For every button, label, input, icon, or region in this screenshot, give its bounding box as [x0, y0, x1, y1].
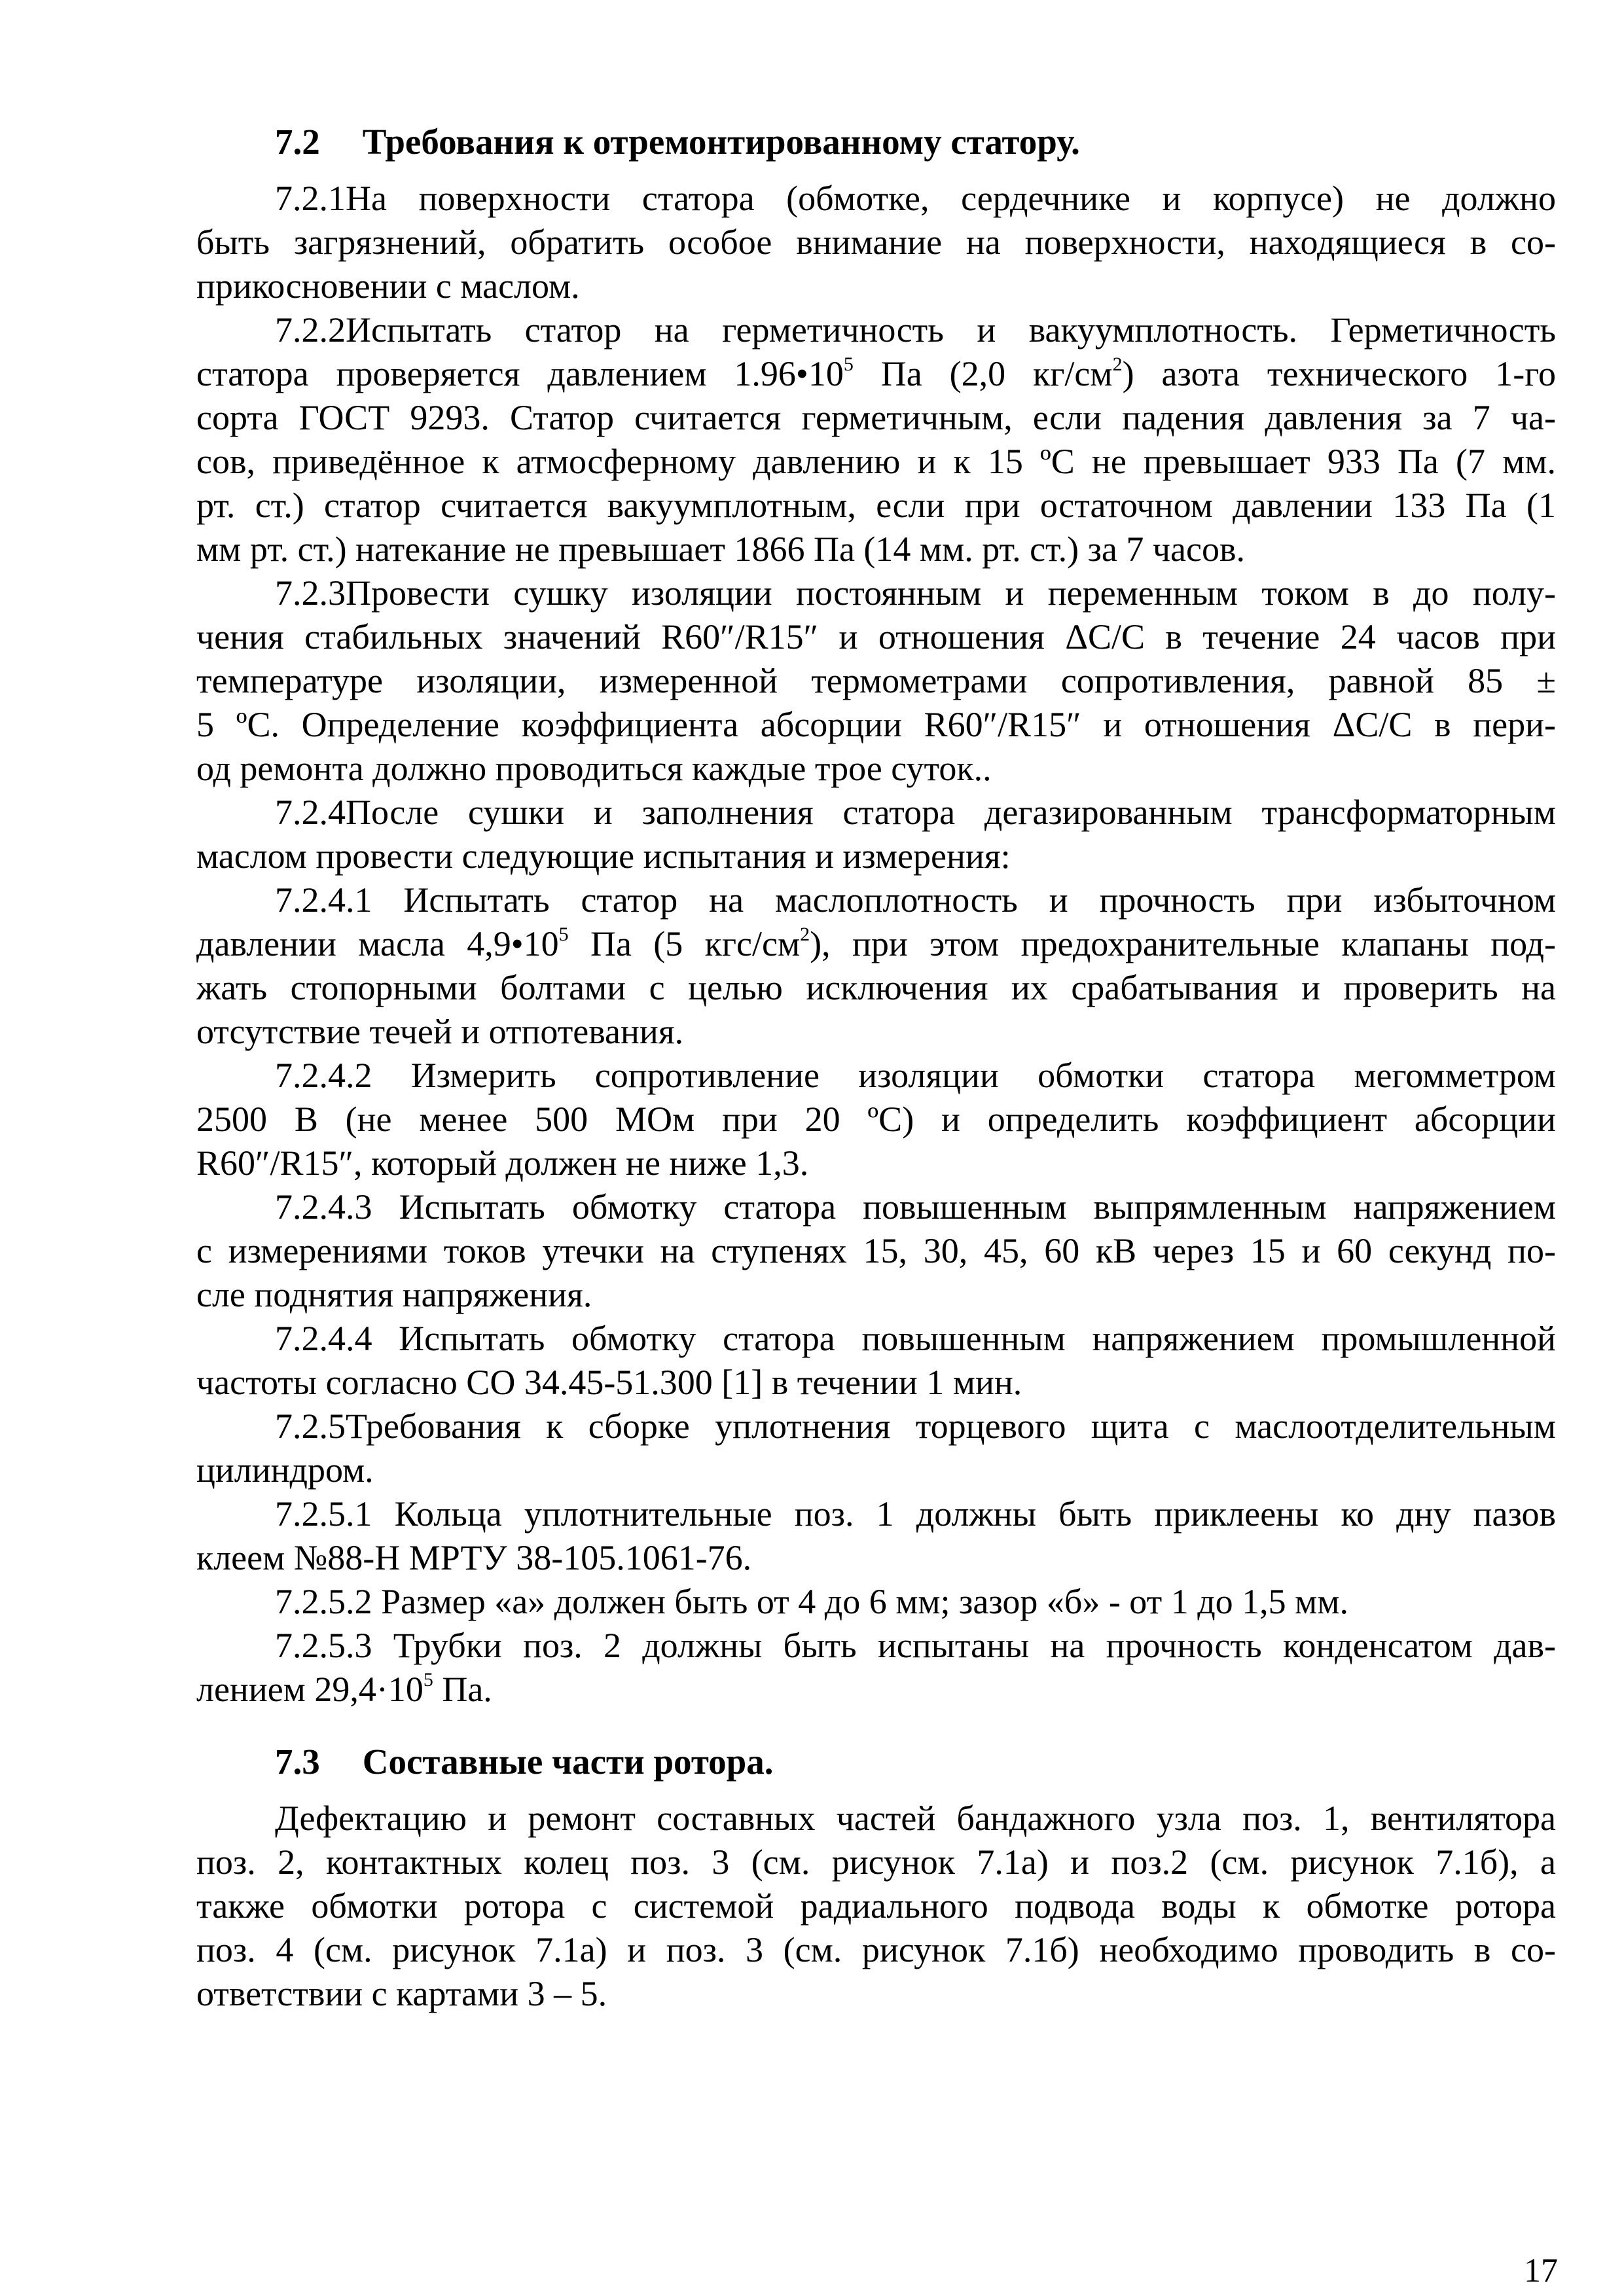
text-line: R60″/R15″, который должен не ниже 1,3. — [196, 1143, 809, 1183]
text-line: 7.2.4После сушки и заполнения статора дегазированным трансформаторным — [275, 793, 1556, 832]
paragraph-7-2-5-3 — [196, 1624, 1556, 1712]
text-line — [196, 352, 1556, 396]
text-line: поз. 2, контактных колец поз. 3 (см. рисунок 7.1а) и поз.2 (см. рисунок 7.1б), а — [196, 1842, 1556, 1882]
text-run: ), при этом предохранительные клапаны под- — [810, 924, 1556, 963]
paragraph-7-2-3 — [196, 571, 1556, 791]
paragraph-7-2-2 — [196, 308, 1556, 571]
text-line: 7.2.5.2 Размер «а» должен быть от 4 до 6 мм; зазор «б» - от 1 до 1,5 мм. — [275, 1582, 1349, 1621]
text-run: статора проверяется давлением 1.96•10 — [196, 354, 844, 393]
text-line: 7.2.5.1 Кольца уплотнительные поз. 1 должны быть приклеены ко дну пазов — [275, 1494, 1556, 1534]
text-line: Дефектацию и ремонт составных частей бандажного узла поз. 1, вентилятора — [275, 1799, 1556, 1838]
paragraph-7-2-4-4 — [196, 1317, 1556, 1405]
text-line: жать стопорными болтами с целью исключения их срабатывания и проверить на — [196, 968, 1556, 1007]
text-line: отсутствие течей и отпотевания. — [196, 1012, 684, 1051]
text-line: маслом провести следующие испытания и измерения: — [196, 836, 1011, 876]
text-line: клеем №88-Н МРТУ 38-105.1061-76. — [196, 1538, 752, 1577]
section-7-2-heading — [275, 121, 1558, 162]
text-line: 7.2.1На поверхности статора (обмотке, сердечнике и корпусе) не должно — [275, 179, 1556, 218]
text-line — [196, 922, 1556, 966]
text-run: ) азота технического 1-го — [1122, 354, 1556, 393]
paragraph-7-2-4 — [196, 791, 1556, 878]
text-line: 7.2.4.2 Измерить сопротивление изоляции обмотки статора мегомметром — [275, 1056, 1556, 1095]
text-run: Па. — [433, 1670, 492, 1709]
text-line: сорта ГОСТ 9293. Статор считается герметичным, если падения давления за 7 ча- — [196, 398, 1556, 437]
text-line: 5 ºС. Определение коэффициента абсорции R60″/R15″ и отношения ΔС/С в пери- — [196, 705, 1556, 744]
text-line: температуре изоляции, измеренной термометрами сопротивления, равной 85 ± — [196, 661, 1556, 700]
superscript: 2 — [800, 924, 810, 945]
text-run: Па (2,0 кг/см — [853, 354, 1113, 393]
paragraph-7-2-5-2 — [196, 1580, 1556, 1624]
paragraph-7-3 — [196, 1797, 1556, 2016]
text-line: чения стабильных значений R60″/R15″ и отношения ΔС/С в течение 24 часов при — [196, 617, 1556, 656]
text-line: цилиндром. — [196, 1450, 374, 1490]
text-line: 7.2.4.4 Испытать обмотку статора повышенным напряжением промышленной — [275, 1319, 1556, 1358]
text-line — [196, 1668, 1556, 1712]
section-7-3-heading — [275, 1741, 1558, 1782]
text-line: прикосновении с маслом. — [196, 266, 580, 306]
text-line: рт. ст.) статор считается вакуумплотным, если при остаточном давлении 133 Па (1 — [196, 486, 1556, 525]
text-line: поз. 4 (см. рисунок 7.1а) и поз. 3 (см. рисунок 7.1б) необходимо проводить в со- — [196, 1930, 1556, 1969]
text-line: 2500 В (не менее 500 МОм при 20 ºС) и определить коэффициент абсорции — [196, 1100, 1556, 1139]
section-number: 7.2 — [275, 122, 320, 162]
text-line: 7.2.4.1 Испытать статор на маслоплотность и прочность при избыточном — [275, 880, 1556, 920]
section-number: 7.3 — [275, 1742, 320, 1782]
text-run: давлении масла 4,9•10 — [196, 924, 559, 963]
superscript: 2 — [1112, 353, 1123, 375]
text-line: ответствии с картами 3 – 5. — [196, 1974, 607, 2013]
paragraph-7-2-5-1 — [196, 1492, 1556, 1580]
superscript: 5 — [558, 924, 569, 945]
section-title: Требования к отремонтированному статору. — [362, 122, 1080, 162]
page-number: 17 — [1524, 2252, 1558, 2289]
paragraph-7-2-4-2 — [196, 1054, 1556, 1185]
text-line: частоты согласно СО 34.45-51.300 [1] в течении 1 мин. — [196, 1363, 1022, 1402]
text-line: 7.2.5.3 Трубки поз. 2 должны быть испытаны на прочность конденсатом дав- — [275, 1626, 1556, 1665]
text-line: 7.2.3Провести сушку изоляции постоянным и переменным током в до полу- — [275, 573, 1556, 613]
paragraph-7-2-5 — [196, 1405, 1556, 1492]
text-line: од ремонта должно проводиться каждые трое суток.. — [196, 749, 992, 788]
text-run: лением 29,4·10 — [196, 1670, 424, 1709]
text-line: 7.2.5Требования к сборке уплотнения торцевого щита с маслоотделительным — [275, 1407, 1556, 1446]
text-run: Па (5 кгс/см — [568, 924, 801, 963]
text-line: быть загрязнений, обратить особое внимание на поверхности, находящиеся в со- — [196, 223, 1556, 262]
superscript: 5 — [423, 1669, 433, 1691]
text-line: с измерениями токов утечки на ступенях 15, 30, 45, 60 кВ через 15 и 60 секунд по- — [196, 1231, 1556, 1270]
text-line: мм рт. ст.) натекание не превышает 1866 Па (14 мм. рт. ст.) за 7 часов. — [196, 529, 1245, 569]
paragraph-7-2-1 — [196, 177, 1556, 308]
text-line: также обмотки ротора с системой радиального подвода воды к обмотке ротора — [196, 1886, 1556, 1926]
text-line: 7.2.4.3 Испытать обмотку статора повышенным выпрямленным напряжением — [275, 1187, 1556, 1227]
superscript: 5 — [843, 353, 854, 375]
text-line: 7.2.2Испытать статор на герметичность и вакуумплотность. Герметичность — [275, 310, 1556, 350]
paragraph-7-2-4-3 — [196, 1185, 1556, 1317]
paragraph-7-2-4-1 — [196, 878, 1556, 1054]
text-line: сов, приведённое к атмосферному давлению и к 15 ºС не превышает 933 Па (7 мм. — [196, 442, 1556, 481]
section-title: Составные части ротора. — [362, 1742, 774, 1782]
text-line: сле поднятия напряжения. — [196, 1275, 592, 1314]
